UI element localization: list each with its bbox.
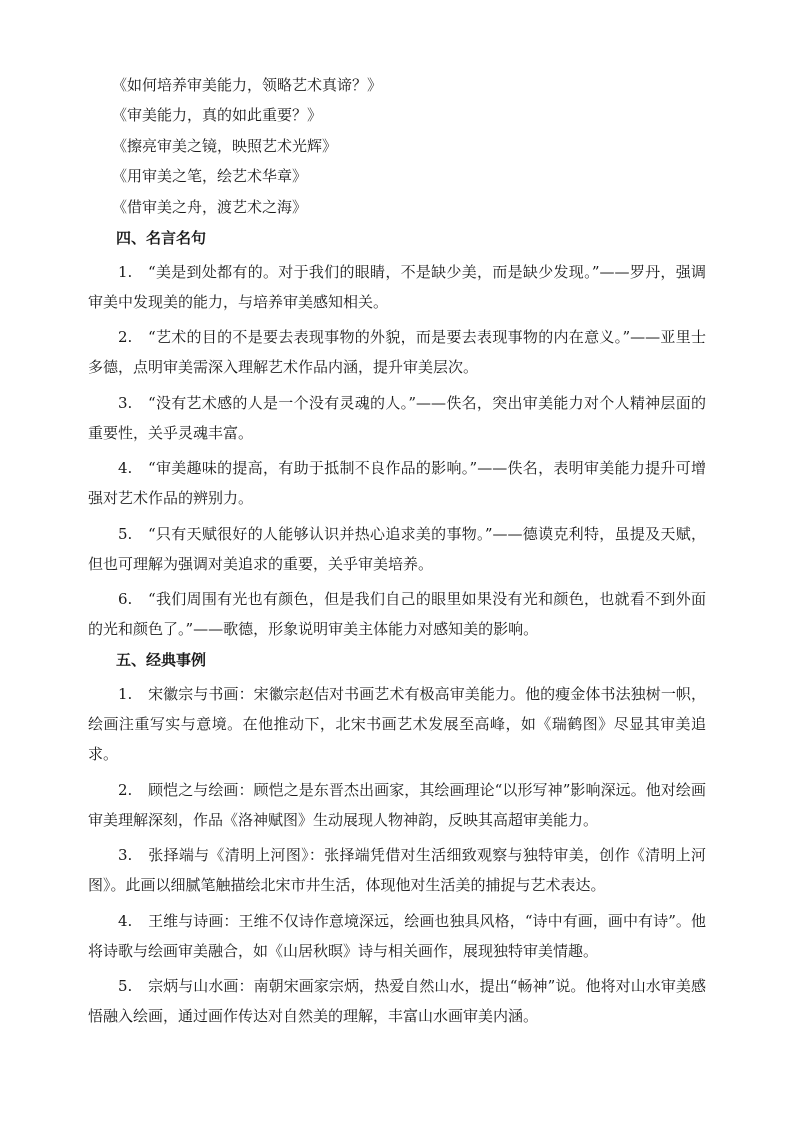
item-text: “我们周围有光也有颜色，但是我们自己的眼里如果没有光和颜色，也就看不到外面的光和颜色了。”——歌德，形象说明审美主体能力对感知美的影响。 xyxy=(88,590,706,639)
list-item xyxy=(88,906,706,966)
list-item xyxy=(88,453,706,513)
title-item: 《用审美之笔，绘艺术华章》 xyxy=(112,167,308,186)
item-number: 6. xyxy=(118,590,133,609)
list-item xyxy=(88,519,706,579)
item-text: “没有艺术感的人是一个没有灵魂的人。”——佚名，突出审美能力对个人精神层面的重要性，关乎灵魂丰富。 xyxy=(88,393,706,442)
item-text: 顾恺之与绘画：顾恺之是东晋杰出画家，其绘画理论“以形写神”影响深远。他对绘画审美理解深刻，作品《洛神赋图》生动展现人物神韵，反映其高超审美能力。 xyxy=(88,780,706,829)
item-number: 1. xyxy=(118,262,133,281)
title-item: 《如何培养审美能力，领略艺术真谛？》 xyxy=(112,76,383,94)
list-item xyxy=(88,257,706,317)
item-number: 5. xyxy=(118,977,133,996)
item-number: 4. xyxy=(118,459,133,478)
item-number: 2. xyxy=(118,328,133,347)
title-item: 《审美能力，真的如此重要？》 xyxy=(112,106,323,125)
quotes-list xyxy=(88,257,706,645)
item-text: 张择端与《清明上河图》：张择端凭借对生活细致观察与独特审美，创作《清明上河图》。此画以细腻笔触描绘北宋市井生活，体现他对生活美的捕捉与艺术表达。 xyxy=(88,846,706,895)
item-number: 3. xyxy=(118,393,133,412)
item-number: 1. xyxy=(118,685,133,704)
section-heading-examples: 五、经典事例 xyxy=(116,651,207,670)
examples-list xyxy=(88,679,706,1031)
title-item: 《借审美之舟，渡艺术之海》 xyxy=(112,197,308,216)
item-text: 宋徽宗与书画：宋徽宗赵佶对书画艺术有极高审美能力。他的瘦金体书法独树一帜，绘画注重写实与意境。在他推动下，北宋书画艺术发展至高峰，如《瑞鹤图》尽显其审美追求。 xyxy=(88,685,706,764)
item-text: “美是到处都有的。对于我们的眼睛，不是缺少美，而是缺少发现。”——罗丹，强调审美中发现美的能力，与培养审美感知相关。 xyxy=(88,262,706,311)
list-item xyxy=(88,840,706,900)
item-text: “审美趣味的提高，有助于抵制不良作品的影响。”——佚名，表明审美能力提升可增强对艺术作品的辨别力。 xyxy=(88,459,706,508)
item-number: 4. xyxy=(118,911,133,930)
list-item xyxy=(88,388,706,448)
title-item: 《擦亮审美之镜，映照艺术光辉》 xyxy=(112,136,338,155)
list-item xyxy=(88,775,706,835)
item-number: 2. xyxy=(118,780,133,799)
list-item xyxy=(88,584,706,644)
item-number: 5. xyxy=(118,524,133,543)
list-item xyxy=(88,679,706,769)
list-item xyxy=(88,322,706,382)
title-list xyxy=(88,76,706,216)
item-number: 3. xyxy=(118,846,133,865)
item-text: “艺术的目的不是要去表现事物的外貌，而是要去表现事物的内在意义。”——亚里士多德，点明审美需深入理解艺术作品内涵，提升审美层次。 xyxy=(88,328,706,377)
section-heading-quotes: 四、名言名句 xyxy=(116,228,207,247)
item-text: 宗炳与山水画：南朝宋画家宗炳，热爱自然山水，提出“畅神”说。他将对山水审美感悟融入绘画，通过画作传达对自然美的理解，丰富山水画审美内涵。 xyxy=(88,977,706,1026)
item-text: “只有天赋很好的人能够认识并热心追求美的事物。”——德谟克利特，虽提及天赋，但也可理解为强调对美追求的重要，关乎审美培养。 xyxy=(88,524,706,573)
list-item xyxy=(88,971,706,1031)
item-text: 王维与诗画：王维不仅诗作意境深远，绘画也独具风格，“诗中有画，画中有诗”。他将诗歌与绘画审美融合，如《山居秋暝》诗与相关画作，展现独特审美情趣。 xyxy=(88,911,706,960)
